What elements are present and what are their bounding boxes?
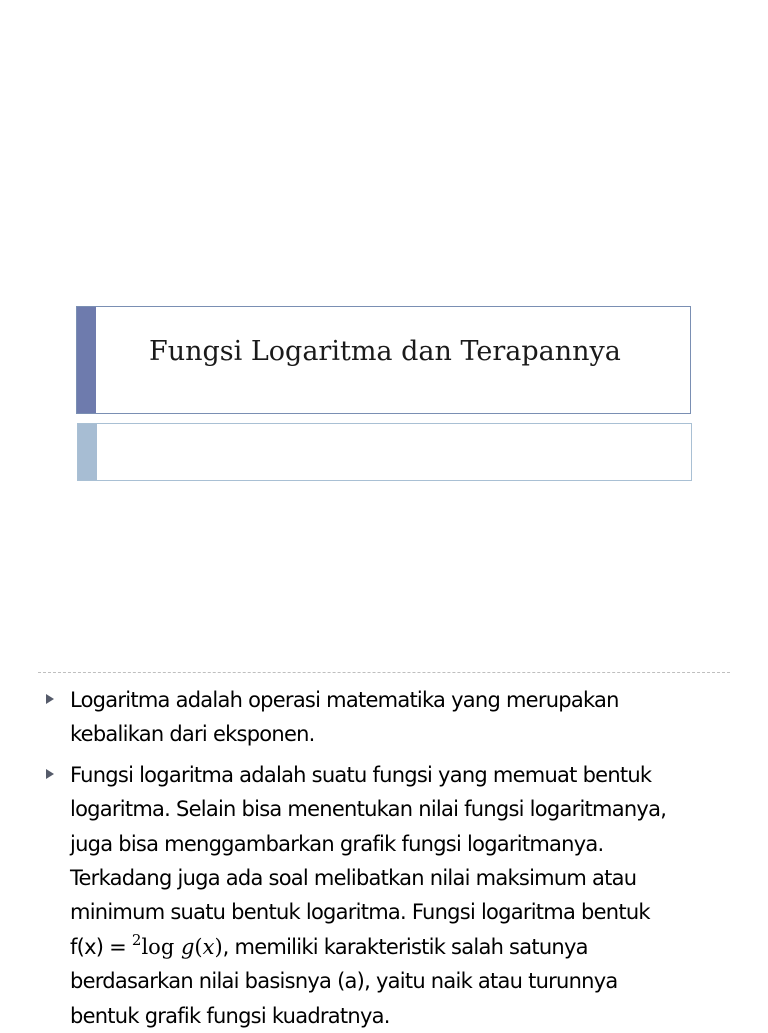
bullet-line: berdasarkan nilai basisnya (a), yaitu naik atau turunnya (70, 969, 618, 994)
log-func: g (180, 934, 195, 959)
log-formula (131, 930, 223, 959)
bullet-line: Logaritma adalah operasi matematika yang merupakan (70, 688, 619, 712)
bullet-item (46, 683, 736, 752)
slide-title-box (76, 306, 691, 414)
bullet-line: minimum suatu bentuk logaritma. Fungsi logaritma bentuk (70, 900, 650, 925)
log-open-paren: ( (194, 934, 203, 959)
bullet-line: Fungsi logaritma adalah suatu fungsi yang memuat bentuk (70, 762, 652, 787)
bullet-line: Terkadang juga ada soal melibatkan nilai maksimum atau (70, 866, 637, 891)
section-divider (38, 672, 730, 673)
bullet-item (46, 758, 736, 1033)
slide-subtitle-box (77, 423, 692, 481)
log-text: log (141, 934, 175, 959)
formula-suffix: , memiliki karakteristik salah satunya (222, 934, 588, 959)
log-arg: x (202, 934, 215, 959)
bullet-line: bentuk grafik fungsi kuadratnya. (70, 1003, 390, 1028)
content-area (46, 683, 736, 1033)
bullet-line: kebalikan dari eksponen. (70, 722, 315, 747)
title-accent-bar (77, 307, 96, 413)
subtitle-accent-bar (78, 424, 97, 480)
log-base: 2 (131, 930, 142, 949)
formula-prefix: f(x) = (70, 934, 132, 959)
log-close-paren: ) (214, 934, 223, 959)
bullet-line: logaritma. Selain bisa menentukan nilai fungsi logaritmanya, (70, 797, 667, 822)
slide-title: Fungsi Logaritma dan Terapannya (149, 336, 621, 367)
formula-line (70, 930, 736, 964)
triangle-right-icon (46, 769, 54, 779)
triangle-right-icon (46, 694, 54, 704)
bullet-line: juga bisa menggambarkan grafik fungsi logaritmanya. (70, 831, 604, 856)
